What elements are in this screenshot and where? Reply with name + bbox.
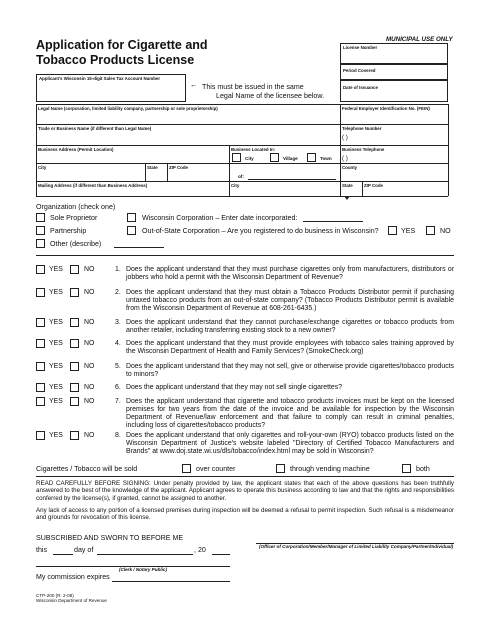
trade-name-label: Trade or Business Name (if different than Legal Name) [38, 126, 152, 131]
other-label: Other (describe) [50, 240, 102, 248]
commission-label: My commission expires [36, 573, 110, 581]
telephone-label: Telephone Number [342, 126, 382, 131]
sold-label: Cigarettes / Tobacco will be sold [36, 465, 138, 473]
question-yes-label: YES [49, 363, 63, 370]
sole-proprietor-checkbox[interactable] [36, 213, 45, 222]
refusal-text: Any lack of access to any portion of a licensed premises during inspection will be deemed a refusal to permit inspection. Such refusal is a misdemeanor and grounds for revocation of this license. [36, 507, 454, 522]
month-blank[interactable] [97, 554, 193, 555]
period-covered-field[interactable] [340, 64, 448, 80]
year-blank[interactable] [212, 554, 230, 555]
municipal-use-label: MUNICIPAL USE ONLY [386, 36, 453, 43]
date-issuance-field[interactable] [340, 80, 448, 102]
triangle-marker-icon [344, 196, 350, 200]
city-input[interactable] [37, 170, 144, 180]
question-no-checkbox[interactable] [70, 318, 79, 327]
over-counter-checkbox[interactable] [182, 464, 191, 473]
question-no-checkbox[interactable] [70, 362, 79, 371]
county-input[interactable] [341, 170, 447, 180]
question-text: Does the applicant understand that they must obtain a Tobacco Products Distributor permit if purchasing untaxed tobacco products from an out-of-state company? (Tobacco Products Distributor permit is available from the Wisconsin Department of Revenue at 608-261-6435.) [126, 289, 454, 312]
day-of-label: day of [74, 546, 94, 554]
issue-note-line2: Legal Name of the licensee below. [216, 92, 325, 100]
registered-no-checkbox[interactable] [426, 226, 435, 235]
sworn-label: SUBSCRIBED AND SWORN TO BEFORE ME [36, 534, 184, 542]
both-label: both [416, 465, 430, 473]
question-text: Does the applicant understand that cigarette and tobacco products invoices must be kept on the licensed premises for two years from the date of the invoice and be available for inspection by the Wisconsin Department of Revenue/law enforcement and that failure to comply can result in criminal penalties, including loss of cigarettes/tobacco products? [126, 398, 454, 429]
form-title-line2: Tobacco Products License [36, 53, 195, 67]
license-number-field[interactable] [340, 43, 448, 64]
organization-heading: Organization (check one) [36, 203, 116, 211]
question-text: Does the applicant understand that they must purchase cigarettes only from manufacturers, distributors or jobbers who hold a permit with the Wisconsin Department of Revenue? [126, 266, 454, 281]
question-no-label: NO [84, 384, 95, 391]
question-text: Does the applicant understand that they may not sell, give or otherwise provide cigarettes/tobacco products to minors? [126, 363, 454, 378]
day-blank[interactable] [53, 554, 73, 555]
question-no-label: NO [84, 432, 95, 439]
question-yes-checkbox[interactable] [36, 265, 45, 274]
partnership-checkbox[interactable] [36, 226, 45, 235]
question-yes-label: YES [49, 432, 63, 439]
mailing-zip-label: ZIP Code [364, 183, 383, 188]
question-yes-label: YES [49, 266, 63, 273]
year-label: , 20 [194, 546, 206, 554]
registered-yes-checkbox[interactable] [388, 226, 397, 235]
question-no-label: NO [84, 398, 95, 405]
business-address-label: Business Address (Permit Location) [38, 147, 114, 152]
of-label: of: [238, 174, 244, 179]
question-text: Does the applicant understand that they must provide employees with tobacco sales training approved by the Wisconsin Department of Health and Family Services? (SmokeCheck.org) [126, 340, 454, 355]
legal-name-label: Legal Name (corporation, limited liability company, partnership or sole proprietorship) [38, 106, 218, 111]
village-checkbox[interactable] [270, 153, 279, 162]
officer-caption: (Officer of Corporation/Member/Manager of Limited Liability Company/Partner/Individual) [259, 544, 454, 549]
village-option-label: Village [283, 156, 298, 161]
question-number: 6. [115, 384, 121, 391]
question-number: 2. [115, 289, 121, 296]
question-yes-checkbox[interactable] [36, 362, 45, 371]
question-no-label: NO [84, 319, 95, 326]
question-no-checkbox[interactable] [70, 383, 79, 392]
question-yes-label: YES [49, 319, 63, 326]
question-no-checkbox[interactable] [70, 265, 79, 274]
business-telephone-input[interactable]: ( ) [342, 155, 348, 162]
partnership-label: Partnership [50, 227, 87, 235]
issue-note-line1: This must be issued in the same [202, 83, 304, 91]
question-yes-checkbox[interactable] [36, 397, 45, 406]
question-no-checkbox[interactable] [70, 339, 79, 348]
form-title-line1: Application for Cigarette and [36, 38, 208, 52]
question-text: Does the applicant understand that only cigarettes and roll-your-own (RYO) tobacco products listed on the Wisconsin Department of Justice's website labeled "Directory of Certified Tobacco Manufacturers and Brands" at www.doj.state.wi.us/dls/tobacco/index.html may be sold in Wisconsin? [126, 432, 454, 455]
question-yes-label: YES [49, 289, 63, 296]
state-label: State [147, 165, 158, 170]
over-counter-label: over counter [196, 465, 236, 473]
mailing-state-label: State [342, 183, 353, 188]
question-yes-checkbox[interactable] [36, 339, 45, 348]
question-number: 4. [115, 340, 121, 347]
form-id: CTP-200 (R. 2-08) [36, 593, 74, 598]
sales-tax-account-label: Applicant's Wisconsin 15-digit Sales Tax Account Number [39, 76, 161, 81]
wi-corporation-checkbox[interactable] [127, 213, 136, 222]
mailing-address-label: Mailing Address (if different than Business Address) [38, 183, 148, 188]
question-no-label: NO [84, 266, 95, 273]
period-covered-label: Period Covered [343, 68, 376, 73]
date-issuance-label: Date of Issuance [343, 85, 378, 90]
vending-machine-label: through vending machine [290, 465, 370, 473]
read-carefully-text: READ CAREFULLY BEFORE SIGNING: Under penalty provided by law, the applicant states that each of the above questions has been truthfully answered to the best of the knowledge of the applicant. Applicant agrees to operate this business according to law and that the rights and responsibilities conferred by the license(s), if granted, cannot be assigned to another. [36, 480, 454, 502]
question-no-checkbox[interactable] [70, 431, 79, 440]
this-label: this [36, 546, 48, 554]
sales-tax-account-field[interactable] [36, 74, 186, 102]
vending-machine-checkbox[interactable] [276, 464, 285, 473]
oos-corporation-label: Out-of-State Corporation – Are you registered to do business in Wisconsin? [142, 227, 379, 235]
question-no-label: NO [84, 340, 95, 347]
clerk-caption: (Clerk / Notary Public) [119, 567, 167, 572]
question-number: 1. [115, 266, 121, 273]
city-checkbox[interactable] [232, 153, 241, 162]
question-yes-label: YES [49, 384, 63, 391]
question-yes-label: YES [49, 340, 63, 347]
registered-yes-label: YES [401, 227, 416, 235]
question-yes-checkbox[interactable] [36, 288, 45, 297]
wi-corporation-label: Wisconsin Corporation – Enter date incorporated: [142, 214, 298, 222]
license-number-label: License Number [343, 45, 378, 50]
question-text: Does the applicant understand that they cannot purchase/exchange cigarettes or tobacco products from another retailer, including transferring existing stock to a new owner? [126, 319, 454, 334]
question-number: 5. [115, 363, 121, 370]
sole-proprietor-label: Sole Proprietor [50, 214, 98, 222]
zip-label: ZIP Code [169, 165, 188, 170]
city-label: City [38, 165, 47, 170]
both-checkbox[interactable] [402, 464, 411, 473]
fein-input[interactable] [341, 111, 447, 123]
town-checkbox[interactable] [307, 153, 316, 162]
department-name: Wisconsin Department of Revenue [36, 598, 107, 603]
question-number: 7. [115, 398, 121, 405]
question-no-checkbox[interactable] [70, 397, 79, 406]
located-in-label: Business Located In: [231, 147, 276, 152]
registered-no-label: NO [440, 227, 451, 235]
oos-corporation-checkbox[interactable] [127, 226, 136, 235]
county-label: County [342, 165, 358, 170]
question-no-checkbox[interactable] [70, 288, 79, 297]
other-checkbox[interactable] [36, 239, 45, 248]
mailing-city-label: City [231, 183, 240, 188]
telephone-input[interactable]: ( ) [342, 134, 348, 141]
question-no-label: NO [84, 289, 95, 296]
arrow-left-icon: ← [190, 81, 198, 89]
town-option-label: Town [320, 156, 332, 161]
legal-name-input[interactable] [37, 111, 339, 123]
question-yes-checkbox[interactable] [36, 318, 45, 327]
city-option-label: City [245, 156, 254, 161]
question-no-label: NO [84, 363, 95, 370]
trade-name-input[interactable] [37, 131, 339, 144]
business-address-input[interactable] [37, 152, 228, 162]
commission-blank[interactable] [112, 581, 230, 582]
question-text: Does the applicant understand that they may not sell single cigarettes? [126, 384, 343, 391]
question-yes-checkbox[interactable] [36, 383, 45, 392]
question-number: 8. [115, 432, 121, 439]
question-yes-checkbox[interactable] [36, 431, 45, 440]
business-telephone-label: Business Telephone [342, 147, 385, 152]
question-yes-label: YES [49, 398, 63, 405]
question-number: 3. [115, 319, 121, 326]
fein-label: Federal Employer Identification No. (FEIN) [342, 106, 430, 111]
